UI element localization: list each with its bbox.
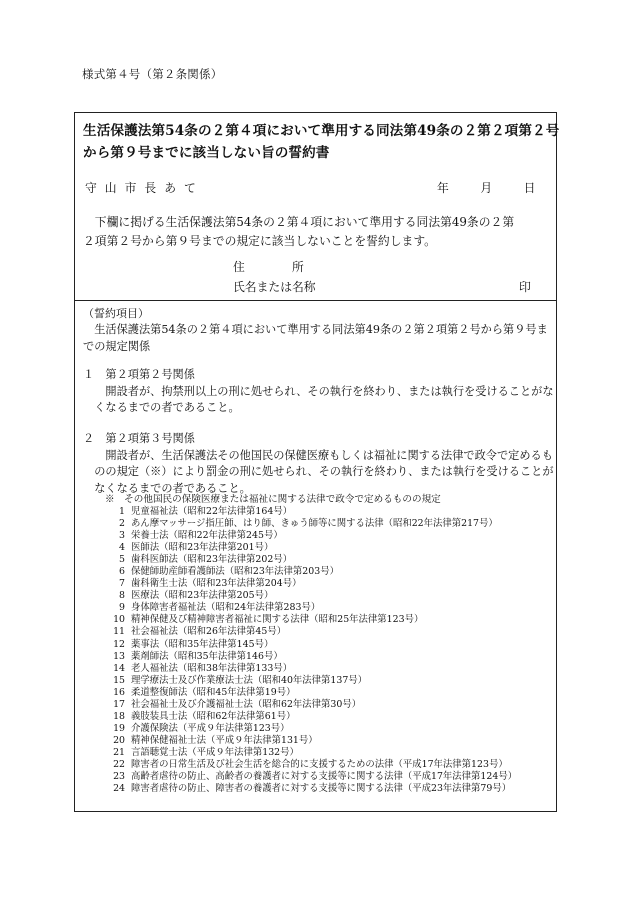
law-number: 14 — [113, 662, 125, 674]
law-text: 薬事法（昭和35年法律第145号） — [131, 638, 274, 650]
law-text: 社会福祉士及び介護福祉士法（昭和62年法律第30号） — [131, 698, 362, 710]
section-body-line: 開設者が、生活保護法その他国民の保健医療もしくは福祉に関する法律で政令で定めるも — [83, 448, 553, 462]
law-number: 18 — [113, 710, 125, 722]
law-number: 19 — [113, 722, 125, 734]
law-text: 児童福祉法（昭和22年法律第164号） — [131, 506, 293, 517]
law-text: あん摩マッサージ指圧師、はり師、きゅう師等に関する法律（昭和22年法律第217号） — [131, 518, 498, 530]
law-number: 5 — [119, 554, 125, 566]
list-item — [107, 578, 517, 590]
law-text: 理学療法士及び作業療法士法（昭和40年法律第137号） — [131, 674, 368, 686]
section-body-line: なくなるまでの者であること。 — [83, 481, 251, 495]
law-number: 11 — [113, 626, 125, 638]
list-item — [107, 639, 517, 651]
law-number: 12 — [113, 638, 125, 650]
law-text: 精神保健及び精神障害者福祉に関する法律（昭和25年法律第123号） — [131, 614, 424, 626]
law-number: 7 — [119, 578, 125, 590]
list-item — [107, 602, 517, 614]
list-item — [107, 723, 517, 735]
law-text: 保健師助産師看護師法（昭和23年法律第203号） — [131, 566, 339, 578]
law-number: 20 — [113, 734, 125, 746]
list-item — [107, 590, 517, 602]
law-number: 9 — [119, 602, 125, 614]
pledge-form — [74, 112, 560, 812]
law-number: 8 — [119, 590, 125, 602]
law-text: 身体障害者福祉法（昭和24年法律第283号） — [131, 602, 321, 614]
section-heading: ２ 第２項第３号関係 — [83, 432, 195, 445]
items-header: （誓約項目） — [83, 307, 149, 320]
list-item — [107, 566, 517, 578]
list-item — [107, 663, 517, 675]
intro-line: での規定関係 — [83, 340, 151, 353]
addressee: 守山市長あて — [85, 181, 204, 195]
form-number: 様式第４号（第２条関係） — [82, 67, 223, 81]
law-text: 歯科衛生士法（昭和23年法律第204号） — [131, 578, 302, 590]
law-number: 10 — [113, 614, 125, 626]
date-month-label: 月 — [480, 181, 493, 195]
law-text: 障害者虐待の防止、障害者の養護者に対する支援等に関する法律（平成23年法律第79号） — [131, 783, 512, 795]
section-body-line: くなるまでの者であること。 — [83, 401, 240, 414]
list-item — [107, 771, 517, 783]
list-item — [107, 699, 517, 711]
list-item — [107, 542, 517, 554]
law-text: 医療法（昭和23年法律第205号） — [131, 590, 274, 602]
pledge-line: ２項第２号から第９号までの規定に該当しないことを誓約します。 — [83, 234, 436, 248]
list-item — [107, 687, 517, 699]
seal-mark: 印 — [519, 280, 531, 294]
law-number: 21 — [113, 746, 125, 758]
pledge-statement — [83, 213, 553, 251]
law-text: 障害者の日常生活及び社会生活を総合的に支援するための法律（平成17年法律第123号） — [131, 758, 508, 770]
title-line: から第９号までに該当しない旨の誓約書 — [83, 145, 330, 161]
document-title — [83, 120, 560, 164]
law-text: 柔道整復師法（昭和45年法律第19号） — [131, 686, 296, 698]
law-text: 義肢装具士法（昭和62年法律第61号） — [131, 710, 296, 722]
law-number: 2 — [119, 518, 125, 530]
title-line: 生活保護法第54条の２第４項において準用する同法第49条の２第２項第２号 — [83, 123, 560, 139]
list-item — [107, 675, 517, 687]
law-number: 4 — [119, 542, 125, 554]
law-text: 介護保険法（平成９年法律第123号） — [131, 722, 290, 734]
list-item — [107, 711, 517, 723]
law-number: 3 — [119, 530, 125, 542]
law-text: 医師法（昭和23年法律第201号） — [131, 542, 274, 554]
section-body-line: のの規定（※）により罰金の刑に処せられ、その執行を終わり、または執行を受けることが — [83, 465, 554, 478]
law-text: 薬剤師法（昭和35年法律第146号） — [131, 650, 283, 662]
law-number: 24 — [113, 783, 125, 795]
list-item — [107, 518, 517, 530]
name-label: 氏名または名称 — [233, 280, 316, 294]
section-item-3 — [83, 431, 553, 497]
law-text: 老人福祉法（昭和38年法律第133号） — [131, 662, 293, 674]
law-text: 精神保健福祉士法（平成９年法律第131号） — [131, 734, 318, 746]
list-item — [107, 554, 517, 566]
list-item — [107, 614, 517, 626]
law-number: 23 — [113, 771, 125, 783]
law-number: 15 — [113, 674, 125, 686]
law-text: 社会福祉法（昭和26年法律第45号） — [131, 626, 287, 638]
list-item — [107, 747, 517, 759]
list-item — [107, 651, 517, 663]
pledge-line: 下欄に掲げる生活保護法第54条の２第４項において準用する同法第49条の２第 — [83, 215, 515, 229]
section-body-line: 開設者が、拘禁刑以上の刑に処せられ、その執行を終わり、または執行を受けることがな — [83, 384, 554, 398]
note-heading: ※ その他国民の保険医療または福祉に関する法律で政令で定めるものの規定 — [105, 494, 441, 505]
list-item — [107, 530, 517, 542]
law-number: 22 — [113, 758, 125, 770]
section-heading: １ 第２項第２号関係 — [83, 368, 195, 381]
law-number: 1 — [119, 506, 125, 517]
items-intro — [83, 321, 553, 355]
section-divider — [75, 300, 556, 301]
list-item — [107, 735, 517, 747]
law-text: 栄養士法（昭和22年法律第245号） — [131, 530, 283, 542]
date-year-label: 年 — [437, 181, 449, 195]
section-item-2 — [83, 367, 553, 417]
law-number: 13 — [113, 650, 125, 662]
law-number: 6 — [119, 566, 125, 578]
date-day-label: 日 — [523, 181, 536, 195]
law-number: 16 — [113, 686, 125, 698]
law-text: 高齢者虐待の防止、高齢者の養護者に対する支援等に関する法律（平成17年法律第124号） — [131, 771, 518, 783]
date-line — [437, 179, 535, 196]
law-list — [107, 506, 517, 795]
list-item — [107, 783, 517, 795]
list-item — [107, 759, 517, 771]
list-item — [107, 626, 517, 638]
law-text: 歯科医師法（昭和23年法律第202号） — [131, 554, 293, 566]
address-label: 住 所 — [233, 260, 304, 274]
law-number: 17 — [113, 698, 125, 710]
law-text: 言語聴覚士法（平成９年法律第132号） — [131, 746, 299, 758]
list-item — [107, 506, 517, 518]
intro-line: 生活保護法第54条の２第４項において準用する同法第49条の２第２項第２号から第９号ま — [83, 323, 548, 336]
